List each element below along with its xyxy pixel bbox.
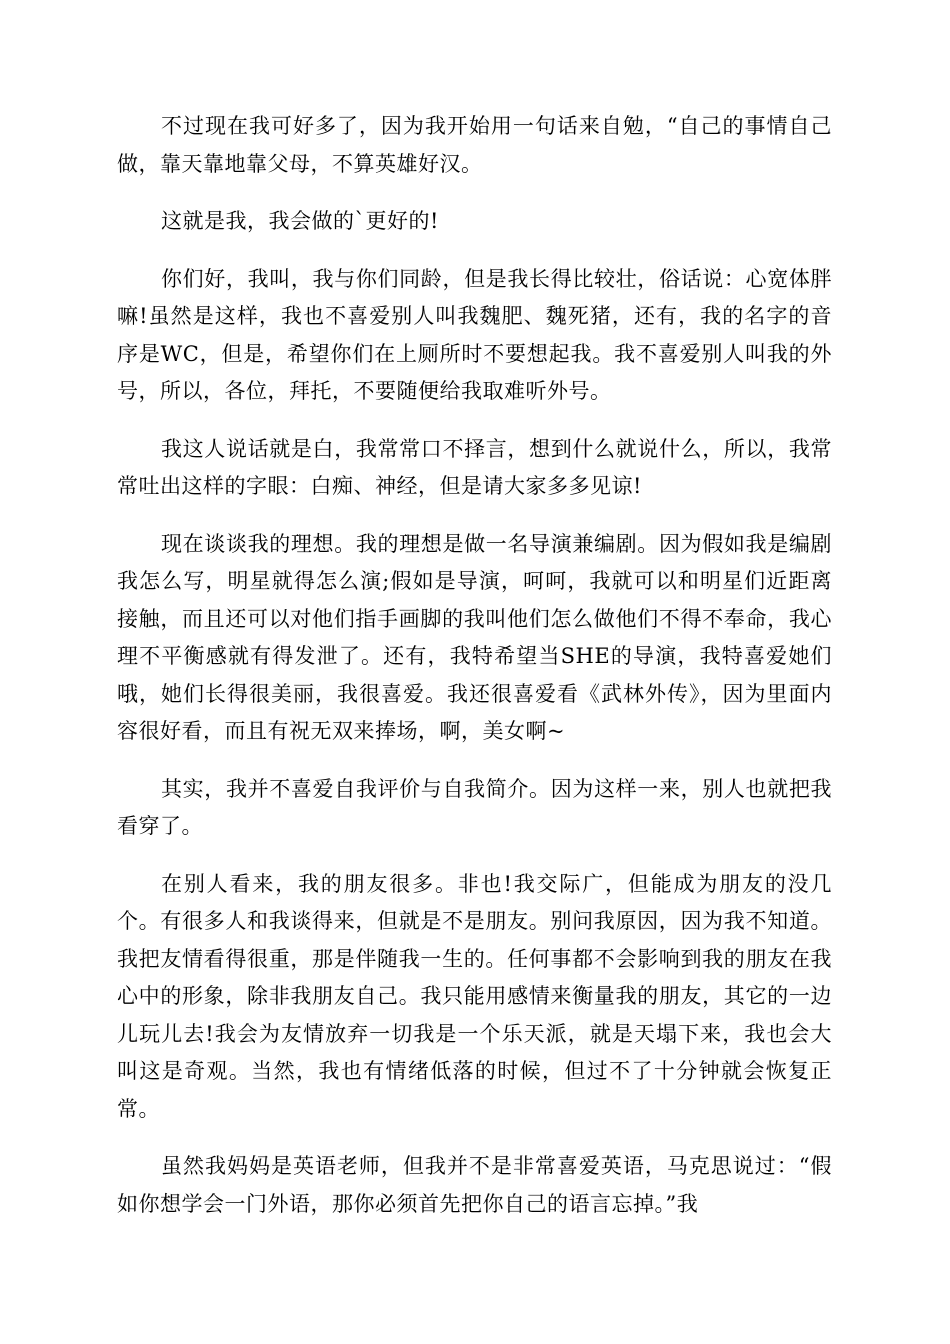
paragraph-3: 你们好，我叫，我与你们同龄，但是我长得比较壮，俗话说：心宽体胖嘛!虽然是这样，我也不喜爱别人叫我魏肥、魏死猪，还有，我的名字的音序是WC，但是，希望你们在上厕所时不要想起我。我不喜爱别人叫我的外号，所以，各位，拜托，不要随便给我取难听外号。 bbox=[117, 266, 832, 403]
paragraph-8: 虽然我妈妈是英语老师，但我并不是非常喜爱英语，马克思说过：“假如你想学会一门外语，那你必须首先把你自己的语言忘掉。”我 bbox=[117, 1154, 832, 1216]
paragraph-6: 其实，我并不喜爱自我评价与自我简介。因为这样一来，别人也就把我看穿了。 bbox=[117, 776, 832, 838]
paragraph-7: 在别人看来，我的朋友很多。非也!我交际广，但能成为朋友的没几个。有很多人和我谈得来，但就是不是朋友。别问我原因，因为我不知道。我把友情看得很重，那是伴随我一生的。任何事都不会影响到我的朋友在我心中的形象，除非我朋友自己。我只能用感情来衡量我的朋友，其它的一边儿玩儿去!我会为友情放弃一切我是一个乐天派，就是天塌下来，我也会大叫这是奇观。当然，我也有情绪低落的时候，但过不了十分钟就会恢复正常。 bbox=[117, 871, 832, 1121]
paragraph-4: 我这人说话就是白，我常常口不择言，想到什么就说什么，所以，我常常吐出这样的字眼：白痴、神经，但是请大家多多见谅! bbox=[117, 436, 832, 498]
paragraph-1: 不过现在我可好多了，因为我开始用一句话来自勉，“自己的事情自己做，靠天靠地靠父母，不算英雄好汉。 bbox=[117, 114, 832, 176]
document-body bbox=[117, 108, 832, 1243]
paragraph-2: 这就是我，我会做的`更好的! bbox=[161, 209, 439, 233]
paragraph-5: 现在谈谈我的理想。我的理想是做一名导演兼编剧。因为假如我是编剧我怎么写，明星就得怎么演;假如是导演，呵呵，我就可以和明星们近距离接触，而且还可以对他们指手画脚的我叫他们怎么做他们不得不奉命，我心理不平衡感就有得发泄了。还有，我特希望当SHE的导演，我特喜爱她们哦，她们长得很美丽，我很喜爱。我还很喜爱看《武林外传》，因为里面内容很好看，而且有祝无双来捧场，啊，美女啊~ bbox=[117, 531, 832, 743]
